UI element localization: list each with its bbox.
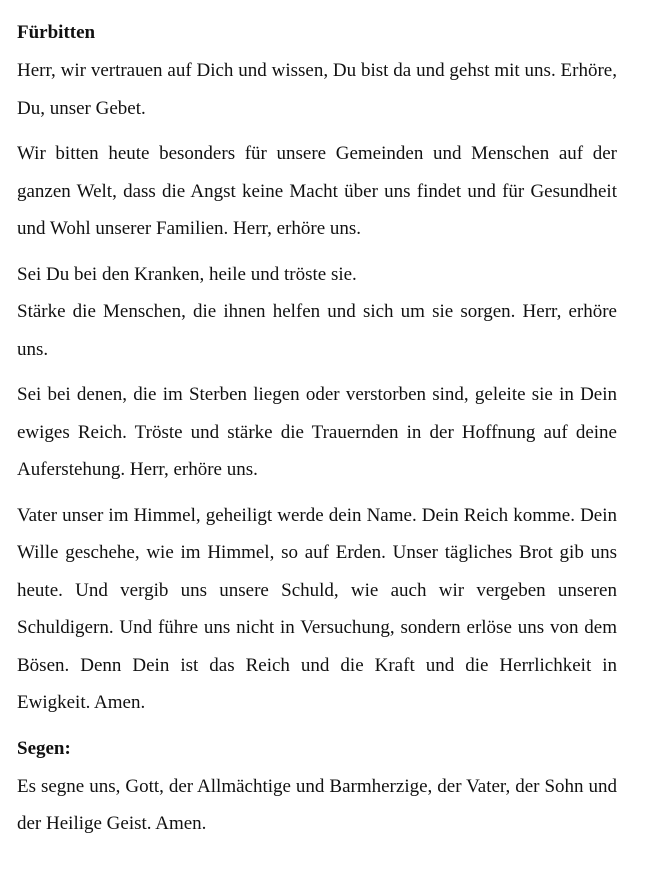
petition-2-line-1: Sei Du bei den Kranken, heile und tröste sie. [17, 263, 357, 285]
intro-paragraph: Herr, wir vertrauen auf Dich und wissen, Du bist da und gehst mit uns. Erhöre, Du, unser Gebet. [17, 60, 617, 119]
petition-1-paragraph: Wir bitten heute besonders für unsere Gemeinden und Menschen auf der ganzen Welt, dass die Angst keine Macht über uns findet und für Gesundheit und Wohl unserer Familien. Herr, erhöre uns. [17, 143, 617, 239]
document-page [17, 14, 617, 843]
paragraph-gap [17, 248, 617, 256]
petition-2-line-2: Stärke die Menschen, die ihnen helfen und sich um sie sorgen. Herr, erhöre uns. [17, 301, 617, 360]
paragraph-gap [17, 368, 617, 376]
fuerbitten-heading: Fürbitten [17, 22, 96, 43]
paragraph-gap [17, 127, 617, 135]
vater-unser-paragraph: Vater unser im Himmel, geheiligt werde dein Name. Dein Reich komme. Dein Wille geschehe, wie im Himmel, so auf Erden. Unser tägliches Brot gib uns heute. Und vergib uns unsere Schuld, wie auch wir vergeben unseren Schuldigern. Und führe uns nicht in Versuchung, sondern erlöse uns von dem Bösen. Denn Dein ist das Reich und die Kraft und die Herrlichkeit in Ewigkeit. Amen. [17, 504, 617, 713]
petition-3-paragraph: Sei bei denen, die im Sterben liegen oder verstorben sind, geleite sie in Dein ewiges Reich. Tröste und stärke die Trauernden in der Hoffnung auf deine Auferstehung. Herr, erhöre uns. [17, 384, 617, 480]
paragraph-gap [17, 722, 617, 730]
segen-paragraph: Es segne uns, Gott, der Allmächtige und Barmherzige, der Vater, der Sohn und der Heilige Geist. Amen. [17, 775, 617, 834]
paragraph-gap [17, 489, 617, 497]
segen-heading: Segen: [17, 737, 71, 759]
